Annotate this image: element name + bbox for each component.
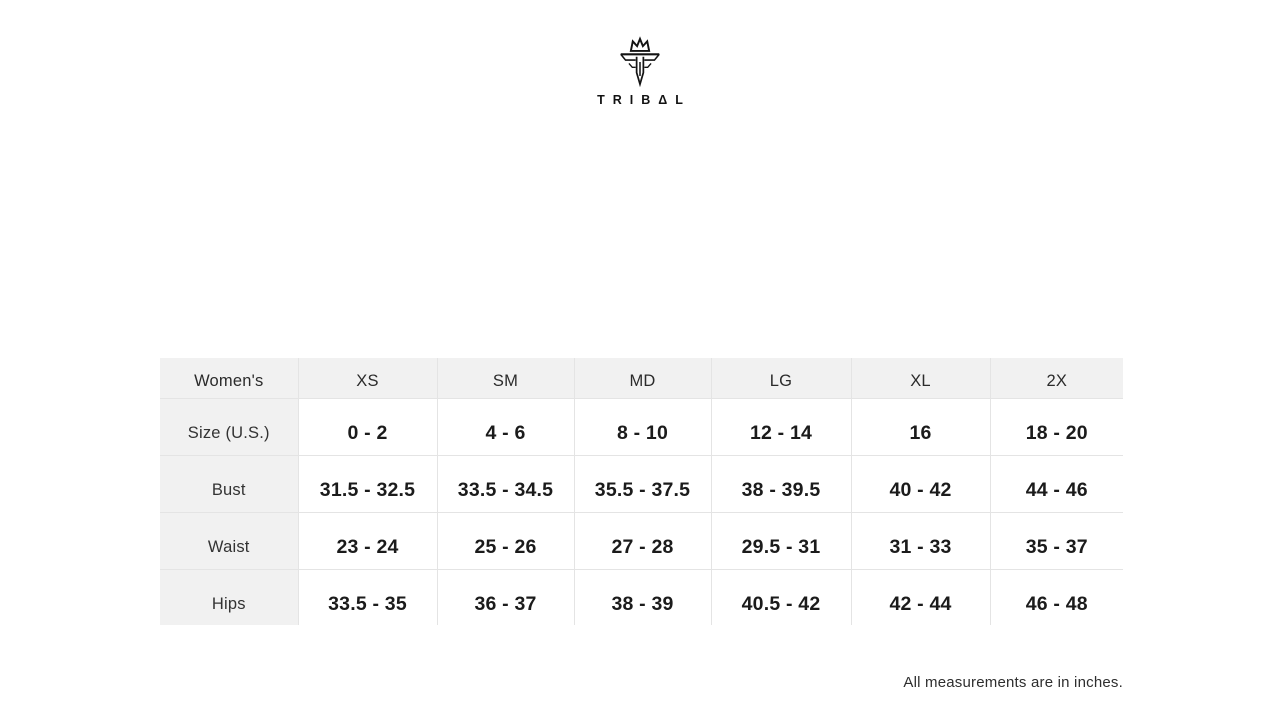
size-column-header: MD — [574, 358, 711, 398]
table-row — [160, 398, 1123, 455]
measurement-cell: 38 - 39 — [574, 569, 711, 625]
measurement-cell: 35.5 - 37.5 — [574, 455, 711, 512]
measurement-cell: 25 - 26 — [437, 512, 574, 569]
measurement-cell: 8 - 10 — [574, 398, 711, 455]
measurement-cell: 31.5 - 32.5 — [298, 455, 437, 512]
table-header-row — [160, 358, 1123, 398]
row-label: Waist — [160, 512, 298, 569]
size-chart-table — [160, 358, 1123, 625]
measurement-cell: 35 - 37 — [990, 512, 1123, 569]
measurement-cell: 27 - 28 — [574, 512, 711, 569]
size-column-header: 2X — [990, 358, 1123, 398]
measurement-cell: 33.5 - 35 — [298, 569, 437, 625]
measurement-cell: 36 - 37 — [437, 569, 574, 625]
table-row — [160, 512, 1123, 569]
size-column-header: LG — [711, 358, 851, 398]
size-column-header: SM — [437, 358, 574, 398]
table-row — [160, 569, 1123, 625]
measurement-cell: 16 — [851, 398, 990, 455]
measurement-cell: 4 - 6 — [437, 398, 574, 455]
womens-size-table — [160, 358, 1123, 625]
measurement-cell: 38 - 39.5 — [711, 455, 851, 512]
measurement-note: All measurements are in inches. — [903, 674, 1123, 691]
measurement-cell: 40 - 42 — [851, 455, 990, 512]
measurement-cell: 31 - 33 — [851, 512, 990, 569]
size-column-header: XL — [851, 358, 990, 398]
measurement-cell: 12 - 14 — [711, 398, 851, 455]
corner-header-womens: Women's — [160, 358, 298, 398]
measurement-cell: 40.5 - 42 — [711, 569, 851, 625]
measurement-cell: 42 - 44 — [851, 569, 990, 625]
measurement-cell: 23 - 24 — [298, 512, 437, 569]
row-label: Size (U.S.) — [160, 398, 298, 455]
measurement-cell: 33.5 - 34.5 — [437, 455, 574, 512]
measurement-cell: 18 - 20 — [990, 398, 1123, 455]
measurement-cell: 44 - 46 — [990, 455, 1123, 512]
table-row — [160, 455, 1123, 512]
row-label: Hips — [160, 569, 298, 625]
brand-wordmark: TRIBΔL — [597, 93, 691, 107]
brand-logo — [0, 36, 1280, 107]
size-column-header: XS — [298, 358, 437, 398]
measurement-cell: 0 - 2 — [298, 398, 437, 455]
row-label: Bust — [160, 455, 298, 512]
tribal-crown-logo-icon — [617, 36, 663, 88]
measurement-cell: 46 - 48 — [990, 569, 1123, 625]
measurement-cell: 29.5 - 31 — [711, 512, 851, 569]
